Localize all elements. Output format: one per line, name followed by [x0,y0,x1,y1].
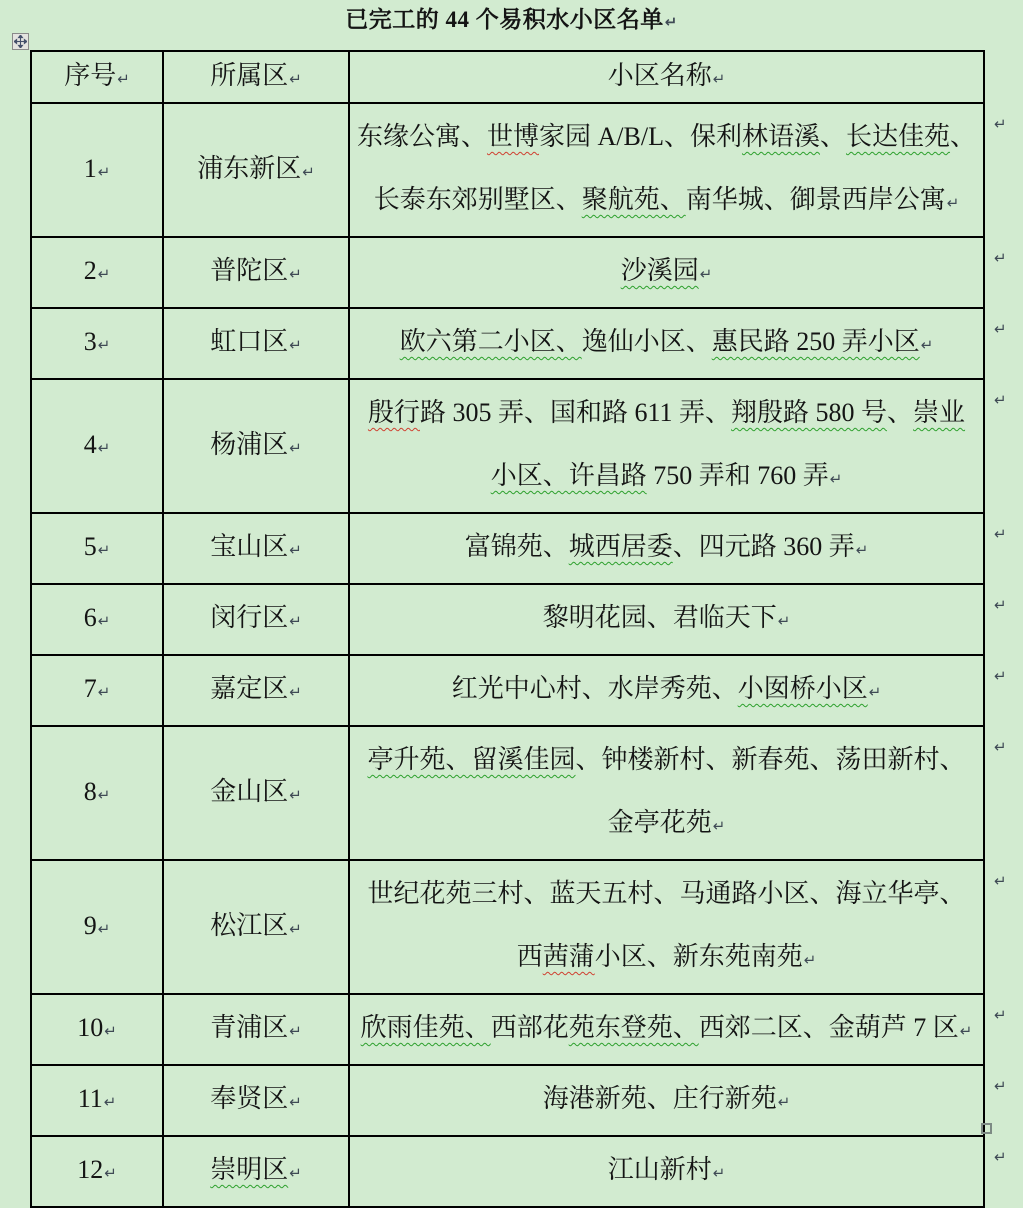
cell-communities[interactable] [349,726,984,860]
district-name [210,1013,288,1042]
text-segment: 林语溪 [741,122,820,151]
table-body [31,103,984,1207]
paragraph-mark: ↵ [302,162,315,181]
paragraph-mark: ↵ [103,1093,117,1111]
cell-district[interactable] [163,994,349,1065]
community-names [608,1155,712,1184]
text-segment: 闵行区 [210,603,289,632]
cell-row-number[interactable] [31,994,163,1065]
paragraph-mark: ↵ [289,919,302,938]
row-end-paragraph-mark: ↵ [994,667,1007,685]
paragraph-mark: ↵ [803,951,817,969]
document-title[interactable] [0,3,1023,39]
text-segment: 翔殷路 580 号 [731,398,888,427]
document-title-text: 已完工的 44 个易积水小区名单 [345,7,664,32]
paragraph-mark: ↵ [289,785,302,804]
paragraph-mark: ↵ [117,69,130,88]
cell-communities[interactable] [349,994,984,1065]
header-label: 序号 [64,60,117,90]
paragraph-mark: ↵ [777,612,791,630]
text-segment: 红光中心村、水岸秀苑、 [451,674,738,703]
cell-district[interactable] [163,1136,349,1207]
text-segment: 750 弄和 760 弄 [646,461,829,490]
community-names [367,745,965,837]
cell-communities[interactable] [349,655,984,726]
text-segment: 虹口区 [210,327,289,356]
text-segment: 城西居委 [568,532,673,561]
district-name [210,1155,288,1184]
cell-district[interactable] [163,584,349,655]
paragraph-mark: ↵ [946,194,960,212]
row-number: 6 [83,603,97,632]
header-cell-communities[interactable] [349,51,984,103]
row-end-paragraph-mark: ↵ [994,249,1007,267]
cell-district[interactable] [163,308,349,379]
text-segment: 茜蒲 [542,942,595,971]
text-segment: 、钟楼新村、新春苑、荡田新村、金亭花苑 [575,745,966,837]
text-segment: 逸仙小区、 [581,327,712,356]
text-segment: 沙溪园 [620,256,699,285]
row-number: 2 [83,256,97,285]
community-names [543,1084,777,1113]
district-name [210,911,288,940]
table-row [31,860,984,994]
cell-row-number[interactable] [31,379,163,513]
paragraph-mark: ↵ [289,438,302,457]
cell-communities[interactable] [349,513,984,584]
cell-row-number[interactable] [31,103,163,237]
paragraph-mark: ↵ [712,69,726,88]
cell-communities[interactable] [349,103,984,237]
text-segment: 长达佳苑 [846,122,951,151]
text-segment: 殷行 [367,398,420,427]
paragraph-mark: ↵ [97,683,111,701]
paragraph-mark: ↵ [289,1093,302,1111]
cell-communities[interactable] [349,584,984,655]
text-segment: 奉贤区 [210,1084,289,1113]
cell-district[interactable] [163,103,349,237]
cell-communities[interactable] [349,1065,984,1136]
table-row [31,1136,984,1207]
cell-row-number[interactable] [31,1065,163,1136]
text-segment: 、长泰东郊别墅区、 [373,122,977,214]
cell-district[interactable] [163,237,349,308]
community-names [361,1013,959,1042]
row-end-paragraph-mark: ↵ [994,596,1007,614]
cell-district[interactable] [163,1065,349,1136]
row-number: 9 [83,910,97,940]
paragraph-mark: ↵ [289,541,302,559]
row-end-paragraph-mark: ↵ [994,320,1007,338]
paragraph-mark: ↵ [289,1164,302,1182]
district-name [210,430,288,459]
text-segment: 江山新村 [607,1155,712,1184]
row-number: 4 [83,429,97,459]
cell-communities[interactable] [349,379,984,513]
paragraph-mark: ↵ [712,1164,726,1182]
cell-communities[interactable] [349,860,984,994]
paragraph-mark: ↵ [289,69,302,88]
paragraph-mark: ↵ [97,438,111,457]
row-number: 10 [77,1013,104,1042]
cell-row-number[interactable] [31,655,163,726]
text-segment: 松江区 [210,910,289,940]
paragraph-mark: ↵ [664,13,678,31]
paragraph-mark: ↵ [712,817,726,835]
text-segment: 普陀区 [210,256,289,285]
paragraph-mark: ↵ [97,541,111,559]
move-arrows-icon [14,35,27,48]
cell-row-number[interactable] [31,513,163,584]
district-name [210,256,288,285]
paragraph-mark: ↵ [97,785,111,804]
row-end-paragraph-mark: ↵ [994,872,1007,890]
text-segment: 黎明花园、君临天下 [542,603,777,632]
paragraph-mark: ↵ [97,265,111,283]
community-names [465,532,855,561]
row-number: 7 [83,674,97,703]
header-label: 所属区 [210,60,289,90]
text-segment: 、 [819,122,846,151]
text-segment: 崇明区 [210,1155,289,1184]
text-segment: 、 [887,398,914,427]
text-segment: 、四元路 360 弄 [672,532,855,561]
text-segment: 欣雨佳苑、 [360,1013,491,1042]
community-names [357,122,976,214]
row-number: 8 [83,776,97,806]
paragraph-mark: ↵ [104,1022,117,1040]
community-names [368,398,965,490]
community-names [543,603,777,632]
row-number: 11 [77,1084,103,1113]
text-segment: 世博 [486,122,539,151]
paragraph-mark: ↵ [959,1022,973,1040]
row-number: 1 [83,153,97,183]
text-segment: 嘉定区 [210,674,289,703]
community-names [367,879,965,971]
district-name [210,532,288,561]
text-segment: 金山区 [210,776,289,806]
text-segment: 聚航苑、 [581,185,686,214]
paragraph-mark: ↵ [289,336,302,354]
paragraph-mark: ↵ [97,612,111,630]
text-segment: 欧六第二小区、 [399,327,582,356]
cell-row-number[interactable] [31,860,163,994]
paragraph-mark: ↵ [289,683,302,701]
table-row [31,308,984,379]
text-segment: 西郊二区、金葫芦 7 区 [698,1013,959,1042]
district-name [210,327,288,356]
table-row [31,103,984,237]
cell-district[interactable] [163,726,349,860]
cell-row-number[interactable] [31,584,163,655]
paragraph-mark: ↵ [868,683,882,701]
row-end-paragraph-mark: ↵ [994,1077,1007,1095]
text-segment: 小囡桥小区 [737,674,868,703]
row-end-paragraph-mark: ↵ [994,525,1007,543]
text-segment: 世纪花苑三村、蓝天五村、马通路小区、海立华亭、西 [367,879,966,971]
text-segment: 南华城、御景西岸公寓 [685,185,946,214]
cell-row-number[interactable] [31,237,163,308]
data-table [30,50,985,1208]
paragraph-mark: ↵ [289,265,302,283]
paragraph-mark: ↵ [97,336,111,354]
district-name [210,777,288,806]
table-row [31,379,984,513]
community-names [621,256,699,285]
cell-row-number[interactable] [31,726,163,860]
row-number: 3 [83,327,97,356]
cell-district[interactable] [163,379,349,513]
paragraph-mark: ↵ [920,336,934,354]
cell-communities[interactable] [349,1136,984,1207]
cell-district[interactable] [163,513,349,584]
table-row [31,584,984,655]
cell-district[interactable] [163,655,349,726]
paragraph-mark: ↵ [104,1164,117,1182]
paragraph-mark: ↵ [777,1093,791,1111]
header-cell-district[interactable] [163,51,349,103]
text-segment: 家园 A/B/L、 [539,122,690,151]
header-label: 小区名称 [607,60,712,90]
row-end-paragraph-mark: ↵ [994,738,1007,756]
cell-communities[interactable] [349,237,984,308]
header-cell-no[interactable] [31,51,163,103]
table-row [31,994,984,1065]
text-segment: 路 305 弄、国和路 611 弄、 [419,398,731,427]
cell-communities[interactable] [349,308,984,379]
paragraph-mark: ↵ [97,919,111,938]
text-segment: 宝山区 [210,532,289,561]
table-row [31,237,984,308]
header-row [31,51,984,103]
text-segment: 杨浦区 [210,429,289,459]
district-name [210,1084,288,1113]
row-end-paragraph-mark: ↵ [994,1148,1007,1166]
table-row [31,513,984,584]
table-resize-handle[interactable] [981,1123,992,1134]
text-segment: 海港新苑、庄行新苑 [542,1084,777,1113]
paragraph-mark: ↵ [829,470,843,488]
community-names [452,674,868,703]
text-segment: 小区、新东苑南苑 [594,942,803,971]
text-segment: 西部花 [490,1013,569,1042]
paragraph-mark: ↵ [289,612,302,630]
district-name [210,674,288,703]
row-end-paragraph-mark: ↵ [994,115,1007,133]
text-segment: 东缘公寓、 [356,122,487,151]
cell-row-number[interactable] [31,1136,163,1207]
text-segment: 青浦区 [210,1013,289,1042]
text-segment: 亭升苑、留溪佳园 [367,745,576,774]
table-move-handle[interactable] [12,33,29,50]
row-end-paragraph-mark: ↵ [994,391,1007,409]
community-names [400,327,920,356]
text-segment: 惠民路 250 弄小区 [711,327,920,356]
table-row [31,655,984,726]
table-row [31,1065,984,1136]
text-segment: 崇业小区、许昌路 [490,398,966,490]
paragraph-mark: ↵ [97,162,111,181]
row-number: 5 [83,532,97,561]
text-segment: 苑东登苑、 [568,1013,699,1042]
district-name [210,603,288,632]
paragraph-mark: ↵ [855,541,869,559]
row-number: 12 [77,1155,104,1184]
row-end-paragraph-mark: ↵ [994,1006,1007,1024]
district-name [197,154,301,183]
paragraph-mark: ↵ [699,265,713,283]
text-segment: 保利 [689,122,742,151]
cell-district[interactable] [163,860,349,994]
text-segment: 浦东新区 [197,153,302,183]
cell-row-number[interactable] [31,308,163,379]
table-row [31,726,984,860]
paragraph-mark: ↵ [289,1022,302,1040]
text-segment: 富锦苑、 [464,532,569,561]
